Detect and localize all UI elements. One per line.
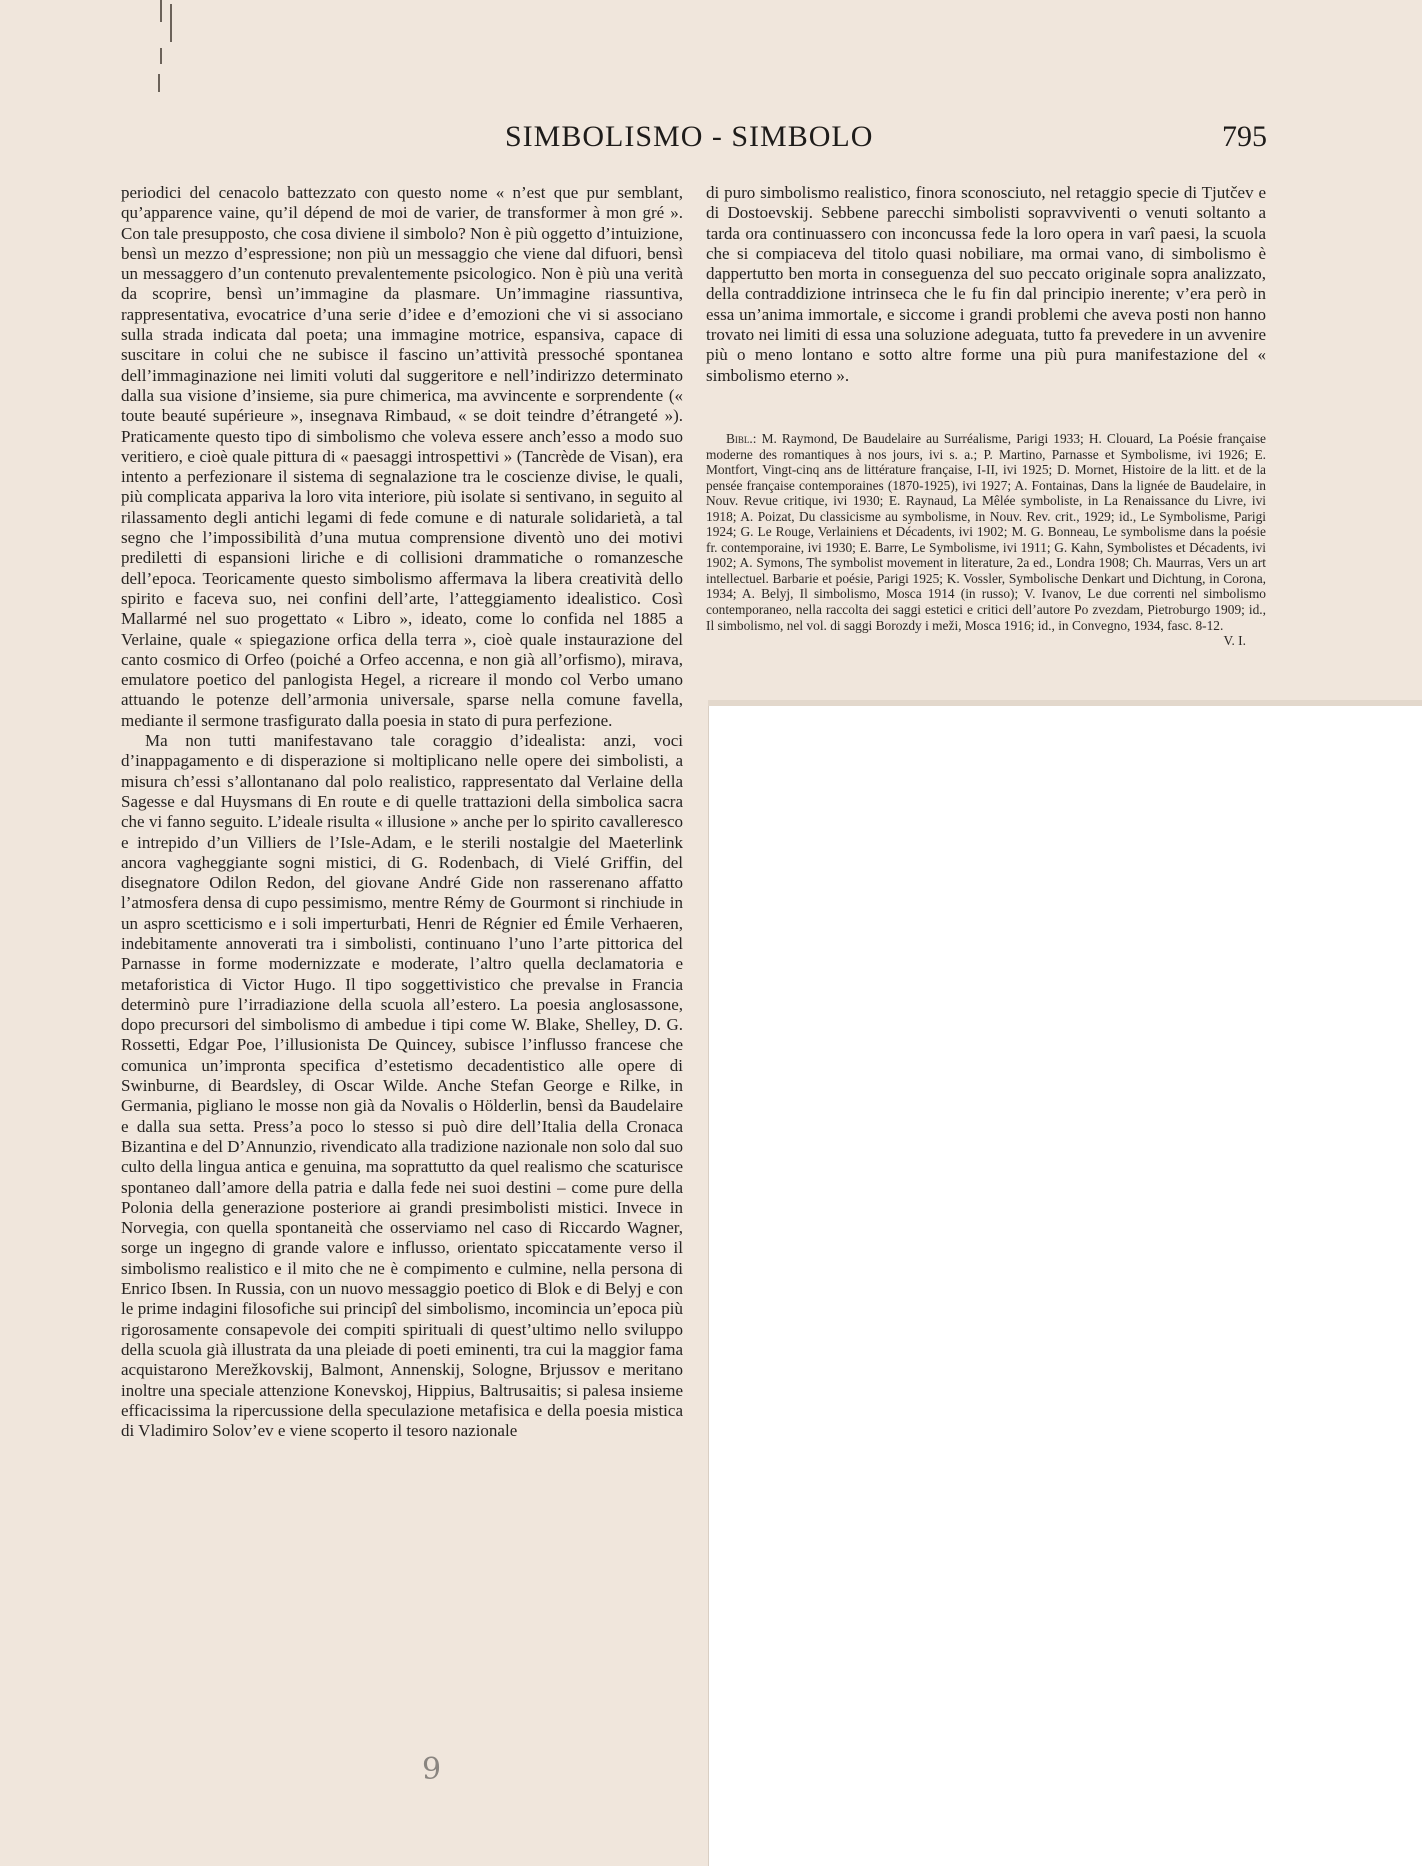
bibliography-entry — [706, 431, 1266, 649]
bibliography-label: Bibl.: — [726, 431, 757, 446]
right-text-column — [706, 183, 1266, 386]
author-signature: V. I. — [1223, 633, 1246, 649]
body-paragraph: di puro simbolismo realistico, finora sconosciuto, nel retaggio specie di Tjutčev e di Dostoevskij. Sebbene parecchi simbolisti sopravviventi o venuti soltanto a tarda ora continuassero con inconcussa fede la loro opera in varî paesi, la scuola che si compiaceva del titolo quasi nobiliare, ma ormai vano, di simbolismo è dappertutto ben morta in conseguenza del suo peccato originale sopra analizzato, della contraddizione intrinseca che le fu fin dal principio inerente; v’era però in essa un’anima immortale, e siccome i grandi problemi che aveva posti non hanno trovato nei limiti di essa una soluzione adeguata, tutto fa prevedere in un avvenire più o meno lontano e sotto altre forme una più pura manifestazione del « simbolismo eterno ». — [706, 183, 1266, 385]
fold-mark — [170, 4, 172, 42]
body-paragraph: periodici del cenacolo battezzato con questo nome « n’est que pur semblant, qu’apparence vaine, qu’il dépend de moi de varier, de transformer à mon gré ». Con tale presupposto, che cosa diviene il simbolo? Non è più oggetto d’intuizione, bensì un mezzo d’espressione; non più un messaggio che viene dal difuori, bensì un messaggero d’un contenuto prevalentemente psicologico. Non è più una verità da scoprire, bensì un’immagine da plasmare. Un’immagine riassuntiva, rappresentativa, evocatrice d’una serie d’idee e d’emozioni che vi si associano sulla strada indicata dal poeta; una immagine motrice, espansiva, capace di suscitare in colui che ne subisce il fascino un’attività pressoché spontanea dell’immaginazione nei limiti voluti dal suggeritore e nell’indirizzo determinato dalla sua visione d’insieme, sia pure chimerica, ma avvincente e sorprendente (« toute beauté supérieure », insegnava Rimbaud, « se doit teindre d’étrangeté »). Praticamente questo tipo di simbolismo che voleva essere anch’esso a modo suo veritiero, e cioè quale pittura di « paesaggi introspettivi » (Tancrède de Visan), era intento a perfezionare il sistema di segnalazione tra le coscienze divise, le quali, più complicata appariva la loro vita interiore, più isolate si sentivano, in seguito al rilassamento degli antichi legami di fede comune e di naturale solidarietà, a tal segno che l’impossibilità d’una mutua comprensione diventò uno dei motivi prediletti di espansioni liriche e di collisioni drammatiche o romanzesche dell’epoca. Teoricamente questo simbolismo affermava la libera creatività dello spirito e faceva suo, nei confini dell’arte, l’atteggiamento idealistico. Così Mallarmé nel suo progettato « Libro », ideato, come lo confida nel 1885 a Verlaine, quale « spiegazione orfica della terra », cioè quale instaurazione del canto cosmico di Orfeo (poiché a Orfeo accenna, e non già all’orfismo), mirava, emulatore poetico del panlogista Hegel, a ricreare il mondo col Verbo umano attuando le potenze dell’armonia universale, sparse nella comune favella, mediante il sermone trasfigurato dalla poesia in stato di pura perfezione. — [121, 183, 683, 730]
bibliography-text: M. Raymond, De Baudelaire au Surréalisme, Parigi 1933; H. Clouard, La Poésie française moderne des romantiques à nos jours, ivi s. a.; P. Martino, Parnasse et Symbolisme, ivi 1926; E. Montfort, Vingt-cinq ans de littérature française, I-II, ivi 1925; D. Mornet, Histoire de la litt. et de la pensée française contemporaines (1870-1925), ivi 1927; A. Fontainas, Dans la lignée de Baudelaire, in Nouv. Revue critique, ivi 1930; E. Raynaud, La Mêlée symboliste, in La Renaissance du Livre, ivi 1918; A. Poizat, Du classicisme au symbolisme, in Nouv. Rev. crit., 1929; id., Le Symbolisme, Parigi 1924; G. Le Rouge, Verlainiens et Décadents, ivi 1902; M. G. Bonneau, Le symbolisme dans la poésie fr. contemporaine, ivi 1930; E. Barre, Le Symbolisme, ivi 1911; G. Kahn, Symbolistes et Décadents, ivi 1902; A. Symons, The symbolist movement in literature, 2a ed., Londra 1908; Ch. Maurras, Vers un art intellectuel. Barbarie et poésie, Parigi 1925; K. Vossler, Symbolische Denkart und Dichtung, in Corona, 1934; A. Belyj, Il simbolismo, Mosca 1914 (in russo); V. Ivanov, Le due correnti nel simbolismo contemporaneo, nella raccolta dei saggi estetici e critici dell’autore Po zvezdam, Pietroburgo 1909; id., Il simbolismo, nel vol. di saggi Borozdy i meži, Mosca 1916; id., in Convegno, 1934, fasc. 8-12. — [706, 431, 1266, 633]
left-text-column — [121, 183, 683, 1441]
fold-mark — [158, 74, 160, 92]
fold-mark — [160, 48, 162, 64]
running-head-title: SIMBOLISMO - SIMBOLO — [505, 120, 874, 153]
pencil-page-mark: 9 — [422, 1752, 442, 1787]
bibliography — [706, 431, 1266, 649]
body-paragraph: Ma non tutti manifestavano tale coraggio d’idealista: anzi, voci d’inappagamento e di disperazione si moltiplicano nelle opere dei simbolisti, a misura ch’essi s’allontanano dal polo realistico, rappresentato dal Verlaine della Sagesse e dal Huysmans di En route e di quelle trattazioni della simbolica sacra che vi fanno seguito. L’ideale risulta « illusione » anche per lo spirito cavalleresco e intrepido d’un Villiers de l’Isle-Adam, e le sterili nostalgie del Maeterlink ancora vagheggiante sogni mistici, di G. Rodenbach, di Vielé Griffin, del disegnatore Odilon Redon, del giovane André Gide non rasserenano affatto l’atmosfera densa di cupo pessimismo, mentre Rémy de Gourmont si rinchiude in un aspro scetticismo e i soli imperturbati, Henri de Régnier ed Émile Verhaeren, indebitamente annoverati tra i simbolisti, continuano l’uno l’arte pittorica del Parnasse in forme modernizzate e moderate, l’altro quella declamatoria e metaforistica di Victor Hugo. Il tipo soggettivistico che prevalse in Francia determinò pure l’irradiazione della scuola all’estero. La poesia anglosassone, dopo precursori del simbolismo di ambedue i tipi come W. Blake, Shelley, D. G. Rossetti, Edgar Poe, l’illusionista De Quincey, subisce l’influsso francese che comunica un’impronta specifica d’estetismo decadentistico alle opere di Swinburne, di Beardsley, di Oscar Wilde. Anche Stefan George e Rilke, in Germania, pigliano le mosse non già da Novalis o Hölderlin, bensì da Baudelaire e dalla sua setta. Press’a poco lo stesso si può dire dell’Italia della Cronaca Bizantina e del D’Annunzio, rivendicato alla tradizione nazionale non solo dal suo culto della lingua antica e genuina, ma soprattutto da quel realismo che scaturisce spontaneo dall’amore della patria e dalla fede nei suoi destini – come pure della Polonia della generazione posteriore ai grandi presimbolisti mistici. Invece in Norvegia, con quella spontaneità che osserviamo nel caso di Riccardo Wagner, sorge un ingegno di grande valore e influsso, orientato spiccatamente verso il simbolismo realistico e il mito che ne è compimento e culmine, nella persona di Enrico Ibsen. In Russia, con un nuovo messaggio poetico di Blok e di Belyj e con le prime indagini filosofiche sui principî del simbolismo, incomincia un’epoca più rigorosamente consapevole dei compiti spirituali di quest’ultimo nello sviluppo della scuola già illustrata da una pleiade di poeti eminenti, tra cui la maggior fama acquistarono Merežkovskij, Balmont, Annenskij, Sologne, Brjussov e meritano inoltre una speciale attenzione Konevskoj, Hippius, Baltrusaitis; si palesa insieme efficacissima la ripercussione della speculazione metafisica e della poesia mistica di Vladimiro Solov’ev e viene scoperto il tesoro nazionale — [121, 731, 683, 1441]
page-number: 795 — [1222, 120, 1267, 153]
fold-mark — [160, 0, 162, 22]
paper-cut-edge — [708, 700, 1422, 706]
